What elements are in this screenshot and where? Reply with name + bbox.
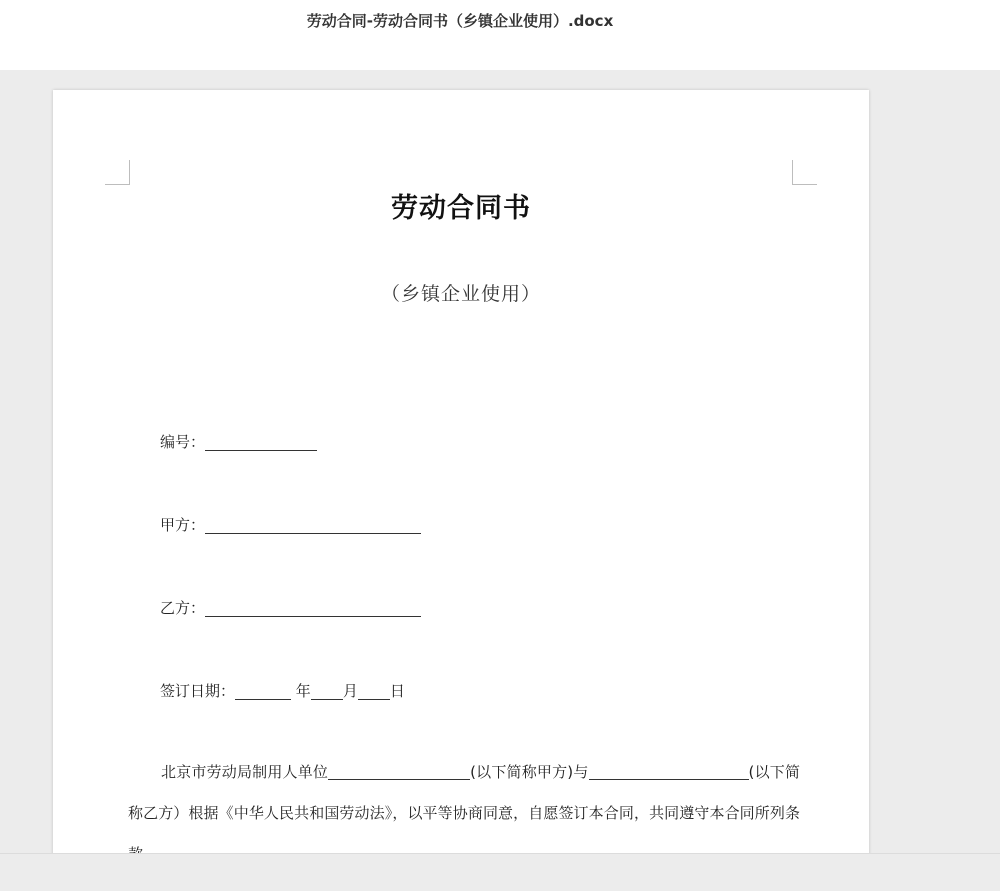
party-b-blank — [205, 600, 421, 617]
document-subtitle: （乡镇企业使用） — [380, 283, 541, 305]
number-label: 编号： — [160, 433, 206, 451]
document-page — [53, 90, 869, 870]
margin-corner-top-right — [792, 160, 817, 185]
title-bar — [0, 0, 1000, 70]
party-b-label: 乙方： — [160, 599, 206, 617]
month-blank — [311, 683, 343, 700]
party-b-field — [160, 597, 421, 618]
sign-date-field — [160, 680, 405, 701]
month-label: 月 — [342, 682, 358, 700]
employer-blank — [328, 763, 470, 780]
paragraph-part-3: (以下简称乙方）根据《中华人民共和国劳动法》，以平等协商同意，自愿签订本合同，共同遵守本合同所列条 — [128, 763, 800, 822]
paragraph-part-1: 北京市劳动局制用人单位 — [161, 763, 329, 781]
party-a-field — [160, 514, 421, 535]
bottom-bar — [0, 853, 1000, 891]
margin-corner-top-left — [105, 160, 130, 185]
year-label: 年 — [295, 682, 311, 700]
document-file-title: 劳动合同-劳动合同书（乡镇企业使用）.docx — [306, 12, 614, 30]
employee-blank — [589, 763, 749, 780]
year-blank — [235, 683, 291, 700]
party-a-blank — [205, 517, 421, 534]
number-field — [160, 431, 317, 452]
paragraph-part-2: (以下简称甲方)与 — [470, 763, 589, 781]
day-label: 日 — [389, 682, 405, 700]
party-a-label: 甲方： — [160, 516, 206, 534]
day-blank — [358, 683, 390, 700]
document-title: 劳动合同书 — [391, 193, 531, 224]
number-blank — [205, 434, 317, 451]
sign-date-label: 签订日期： — [160, 682, 236, 700]
